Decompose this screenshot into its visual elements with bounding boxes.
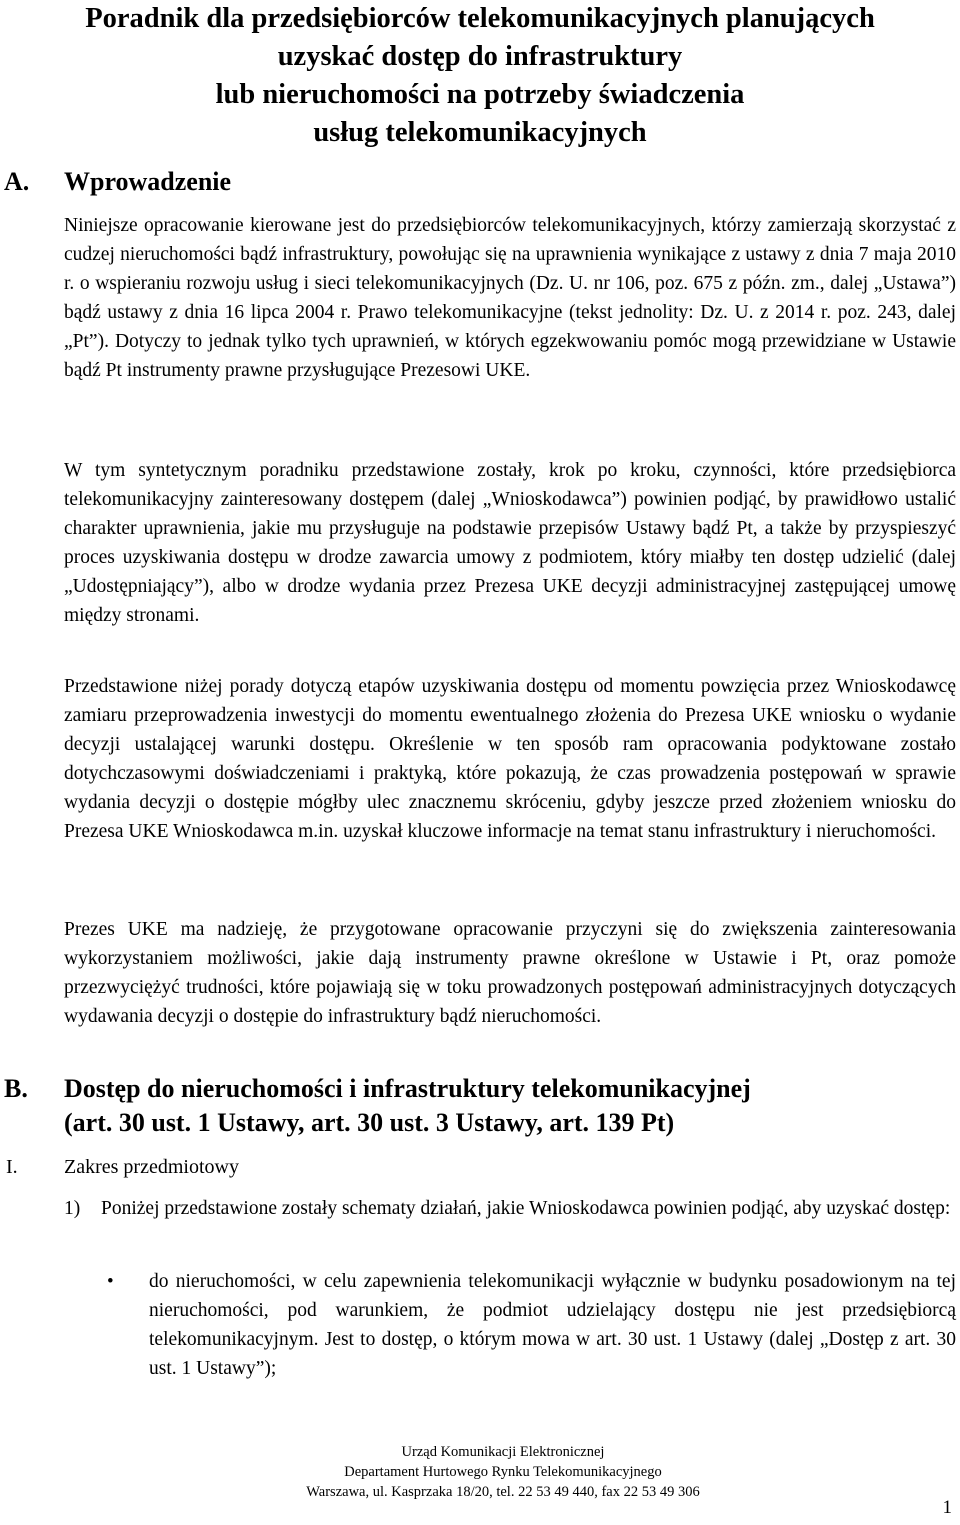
- section-a-title: Wprowadzenie: [64, 167, 232, 196]
- intro-paragraph-3: Przedstawione niżej porady dotyczą etapów uzyskiwania dostępu od momentu powzięcia przez Wnioskodawcę zamiaru przeprowadzenia inwestycji do momentu ewentualnego złożenia do Prezesa UKE wniosku o wydanie decyzji ustalającej warunki dostępu. Określenie w ten sposób ram opracowania podyktowane zostało dotychczasowymi doświadczeniami i praktyką, które pokazują, że czas prowadzenia postępowań w sprawie wydania decyzji o dostępie mógłby ulec znacznemu skróceniu, gdyby jeszcze przed złożeniem wniosku do Prezesa UKE Wnioskodawca m.in. uzyskał kluczowe informacje na temat stanu infrastruktury i nieruchomości.: [64, 676, 956, 842]
- title-line-2: uzyskać dostęp do infrastruktury: [277, 41, 683, 72]
- title-line-4: usług telekomunikacyjnych: [313, 117, 647, 148]
- bullet-icon: •: [107, 1271, 114, 1292]
- section-i-label: I.: [6, 1156, 18, 1178]
- footer-line-3: Warszawa, ul. Kasprzaka 18/20, tel. 22 53 49 440, fax 22 53 49 306: [306, 1484, 700, 1500]
- footer-line-1: Urząd Komunikacji Elektronicznej: [401, 1444, 605, 1460]
- section-i-title: Zakres przedmiotowy: [64, 1156, 239, 1178]
- page-footer: [0, 1442, 960, 1502]
- intro-paragraph-4: Prezes UKE ma nadzieję, że przygotowane opracowanie przyczyni się do zwiększenia zainteresowania wykorzystaniem możliwości, jakie dają instrumenty prawne określone w Ustawie i Pt, oraz pomoże przezwyciężyć trudności, które pojawiają się w toku prowadzonych postępowań administracyjnych dotyczących wydawania decyzji o dostępie do infrastruktury bądź nieruchomości.: [64, 919, 956, 1027]
- intro-paragraph-1: Niniejsze opracowanie kierowane jest do przedsiębiorców telekomunikacyjnych, którzy zamierzają skorzystać z cudzej nieruchomości bądź infrastruktury, powołując się na uprawnienia wynikające z ustawy z dnia 7 maja 2010 r. o wspieraniu rozwoju usług i sieci telekomunikacyjnych (Dz. U. nr 106, poz. 675 z późn. zm., dalej „Ustawa”) bądź ustawy z dnia 16 lipca 2004 r. Prawo telekomunikacyjne (tekst jednolity: Dz. U. z 2014 r. poz. 243, dalej „Pt”). Dotyczy to jednak tylko tych uprawnień, w których egzekwowaniu pomóc mogą przewidziane w Ustawie bądź Pt instrumenty prawne przysługujące Prezesowi UKE.: [64, 215, 956, 381]
- intro-paragraph-2: W tym syntetycznym poradniku przedstawione zostały, krok po kroku, czynności, które przedsiębiorca telekomunikacyjny zainteresowany dostępem (dalej „Wnioskodawca”) powinien podjąć, by prawidłowo ustalić charakter uprawnienia, jakie mu przysługuje na podstawie przepisów Ustawy bądź Pt, a także by przyspieszyć proces uzyskiwania dostępu w drodze zawarcia umowy z podmiotem, który miałby ten dostęp udzielić (dalej „Udostępniający”), albo w drodze wydania przez Prezesa UKE decyzji administracyjnej zastępującej umowę między stronami.: [64, 460, 956, 626]
- list-item-1-text: Poniżej przedstawione zostały schematy działań, jakie Wnioskodawca powinien podjąć, aby uzyskać dostęp:: [101, 1198, 951, 1219]
- title-line-3: lub nieruchomości na potrzeby świadczenia: [215, 79, 745, 110]
- section-b-label: B.: [4, 1074, 28, 1103]
- section-a-label: A.: [4, 167, 30, 196]
- list-item-1-number: 1): [64, 1198, 81, 1219]
- section-b-title-line-2: (art. 30 ust. 1 Ustawy, art. 30 ust. 3 Ustawy, art. 139 Pt): [64, 1108, 675, 1137]
- footer-line-2: Departament Hurtowego Rynku Telekomunikacyjnego: [344, 1464, 662, 1480]
- list-item-1: [64, 1194, 956, 1223]
- page-number: 1: [942, 1497, 952, 1518]
- section-b-title-line-1: Dostęp do nieruchomości i infrastruktury telekomunikacyjnej: [64, 1074, 751, 1103]
- document-title: [0, 0, 960, 152]
- title-line-1: Poradnik dla przedsiębiorców telekomunikacyjnych planujących: [85, 3, 875, 34]
- bullet-item-1-text: do nieruchomości, w celu zapewnienia telekomunikacji wyłącznie w budynku posadowionym na tej nieruchomości, pod warunkiem, że podmiot udzielający dostępu nie jest przedsiębiorcą telekomunikacyjnym. Jest to dostęp, o którym mowa w art. 30 ust. 1 Ustawy (dalej „Dostęp z art. 30 ust. 1 Ustawy”);: [149, 1271, 956, 1379]
